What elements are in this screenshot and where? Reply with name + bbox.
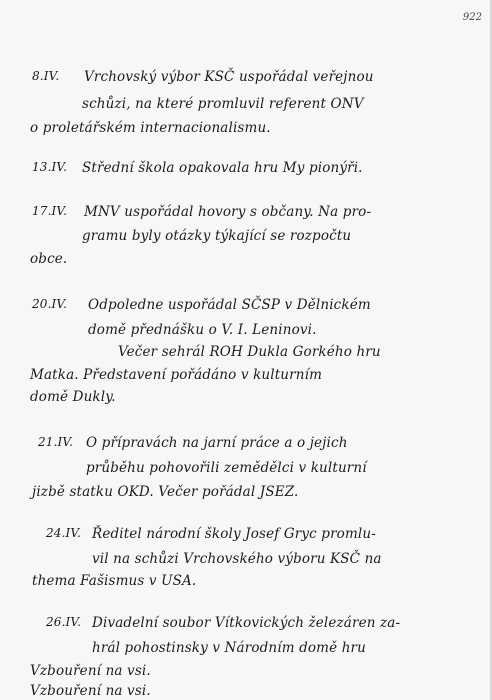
entry-line: hrál pohostinsky v Národním domě hru: [92, 640, 366, 656]
entry-line: domě přednášku o V. I. Leninovi.: [88, 322, 317, 338]
entry-date: 20.IV.: [32, 297, 68, 311]
entry-date: 13.IV.: [32, 160, 68, 174]
entry-line: Vzbouření na vsi.: [30, 663, 151, 679]
entry-line: o proletářském internacionalismu.: [30, 120, 271, 136]
entry-date: 21.IV.: [38, 435, 74, 449]
entry-date: 24.IV.: [46, 526, 82, 540]
entry-line: průběhu pohovořili zemědělci v kulturní: [86, 460, 367, 476]
entry-line: Odpoledne uspořádal SČSP v Dělnickém: [88, 297, 371, 313]
entry-line: O přípravách na jarní práce a o jejich: [86, 435, 348, 451]
entry-date: 26.IV.: [46, 615, 82, 629]
entry-line: Divadelní soubor Vítkovických železáren za-: [92, 615, 401, 631]
entry-line: Střední škola opakovala hru My pionýři.: [82, 160, 363, 176]
entry-line: gramu byly otázky týkající se rozpočtu: [82, 228, 352, 244]
entry-line: Ředitel národní školy Josef Gryc promlu-: [92, 526, 376, 542]
entry-line: MNV uspořádal hovory s občany. Na pro-: [84, 204, 372, 220]
entry-line: schůzi, na které promluvil referent ONV: [82, 96, 364, 112]
entry-line: jizbě statku OKD. Večer pořádal JSEZ.: [32, 484, 299, 500]
entry-line: Matka. Představení pořádáno v kulturním: [30, 367, 323, 383]
page-number: 922: [462, 12, 482, 23]
entry-line: thema Fašismus v USA.: [32, 573, 197, 589]
entry-line: vil na schůzi Vrchovského výboru KSČ na: [92, 551, 382, 567]
entry-line: obce.: [30, 251, 68, 267]
entry-date: 17.IV.: [32, 204, 68, 218]
entry-line: Vrchovský výbor KSČ uspořádal veřejnou: [84, 69, 374, 85]
entry-line: domě Dukly.: [30, 389, 116, 405]
entry-date: 8.IV.: [32, 69, 60, 83]
entry-line: Večer sehrál ROH Dukla Gorkého hru: [118, 344, 381, 360]
entry-line: Vzbouření na vsi.: [30, 683, 151, 699]
